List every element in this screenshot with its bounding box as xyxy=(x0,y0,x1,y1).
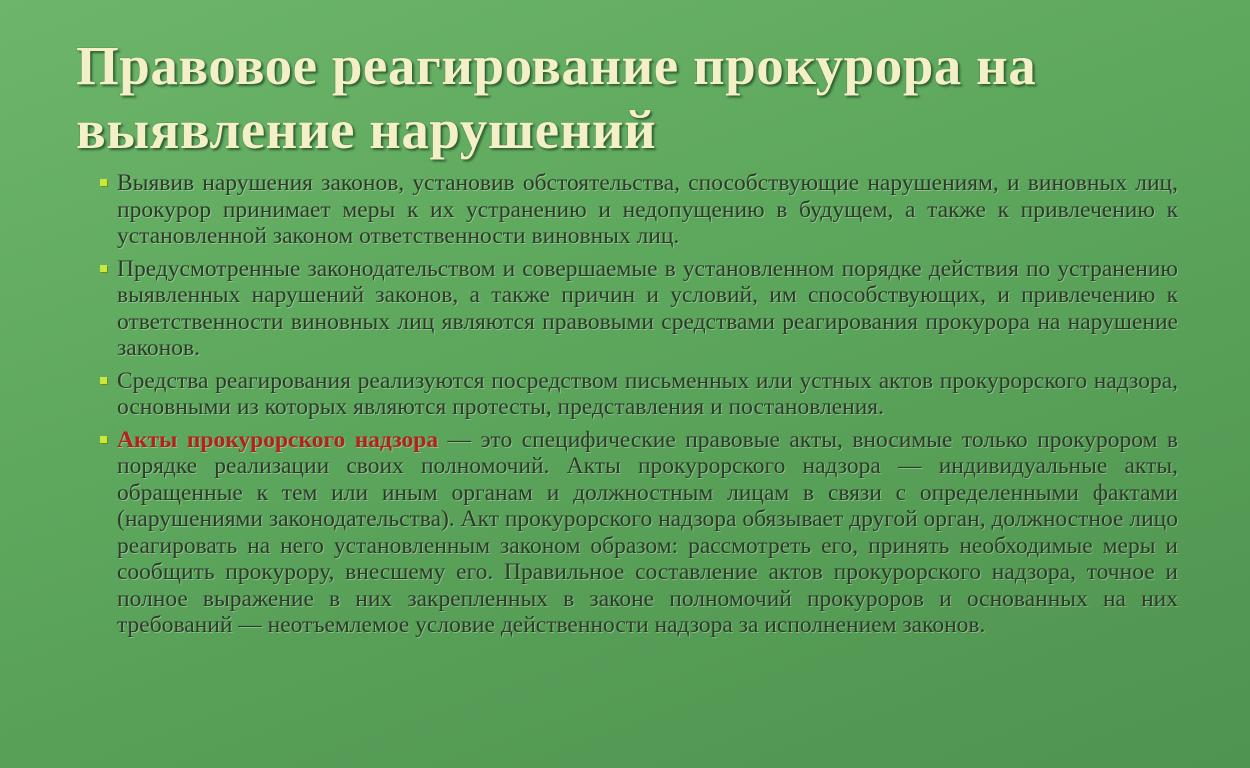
square-bullet-icon xyxy=(100,377,107,384)
bullet-list xyxy=(100,170,1178,645)
bullet-text: Выявив нарушения законов, установив обстоятельства, способствующие нарушениям, и виновных лиц, прокурор принимает меры к их устранению и недопущению в будущем, а также к привлечению к установленной законом ответственности виновных лиц. xyxy=(117,170,1178,249)
bullet-text: Предусмотренные законодательством и совершаемые в установленном порядке действия по устранению выявленных нарушений законов, а также причин и условий, им способствующих, и привлечению к ответственности виновных лиц являются правовыми средствами реагирования прокурора на нарушение законов. xyxy=(117,255,1178,361)
bullet-item xyxy=(100,170,1178,250)
square-bullet-icon xyxy=(100,179,107,186)
bullet-text: — это специфические правовые акты, вносимые только прокурором в порядке реализации своих полномочий. Акты прокурорского надзора — индивидуальные акты, обращенные к тем или иным органам и должностным лицам в связи с определенными фактами (нарушениями законодательства). Акт прокурорского надзора обязывает другой орган, должностное лицо реагировать на него установленным законом образом: рассмотреть его, принять необходимые меры и сообщить прокурору, внесшему его. Правильное составление актов прокурорского надзора, точное и полное выражение в них закрепленных в законе полномочий прокуроров и основанных на них требований — неотъемлемое условие действенности надзора за исполнением законов. xyxy=(117,426,1178,638)
square-bullet-icon xyxy=(100,265,107,272)
slide-title: Правовое реагирование прокурора на выявление нарушений xyxy=(76,35,1037,160)
square-bullet-icon xyxy=(100,436,107,443)
bullet-item xyxy=(100,368,1178,421)
bullet-item xyxy=(100,427,1178,639)
highlighted-term: Акты прокурорского надзора xyxy=(117,426,439,453)
bullet-text: Средства реагирования реализуются посредством письменных или устных актов прокурорского надзора, основными из которых являются протесты, представления и постановления. xyxy=(117,367,1178,420)
bullet-item xyxy=(100,256,1178,362)
